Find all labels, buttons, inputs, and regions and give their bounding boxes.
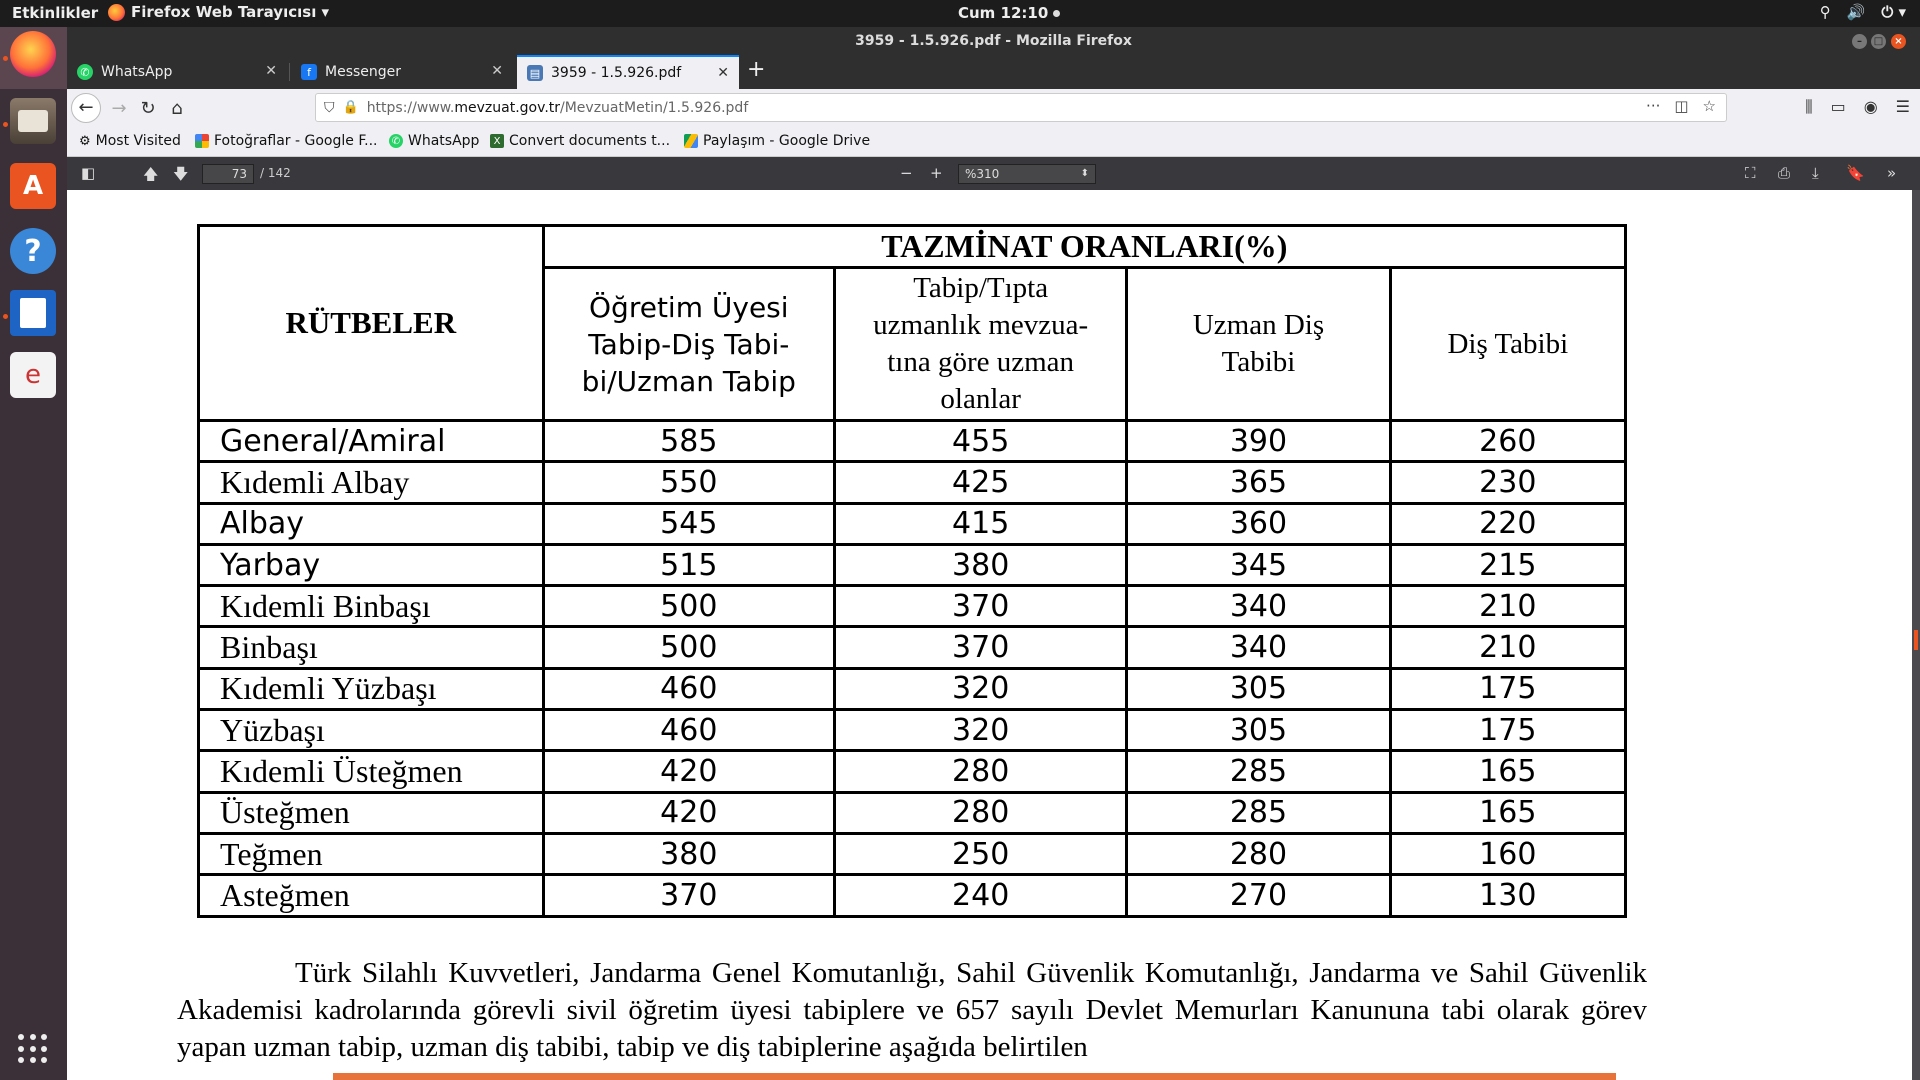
bookmark-star-icon[interactable]: ☆: [1702, 97, 1716, 115]
rate-cell: 270: [1127, 875, 1390, 916]
power-icon: ⏻ ▾: [1881, 3, 1906, 21]
window-titlebar: [67, 27, 1920, 55]
maximize-icon[interactable]: □: [1871, 34, 1886, 49]
print-icon[interactable]: ⎙: [1778, 164, 1791, 182]
minimize-icon[interactable]: –: [1852, 34, 1867, 49]
rate-cell: 175: [1390, 710, 1625, 751]
rate-cell: 500: [543, 627, 834, 668]
zoom-select[interactable]: [958, 164, 1096, 184]
tab-bar: [67, 55, 1920, 89]
rate-cell: 515: [543, 544, 834, 585]
rate-cell: 175: [1390, 668, 1625, 709]
dock-writer-icon[interactable]: [10, 290, 56, 336]
back-icon[interactable]: ←: [71, 93, 101, 123]
bookmarks-toolbar: [67, 127, 1920, 157]
pdf-viewer[interactable]: [67, 190, 1920, 1080]
bookmark-label: Most Visited: [95, 133, 181, 149]
rate-cell: 365: [1127, 462, 1390, 503]
sidebar-icon[interactable]: ▭: [1830, 97, 1846, 116]
header-line: uzmanlık mevzua-: [873, 309, 1089, 341]
rate-cell: 230: [1390, 462, 1625, 503]
rate-cell: 370: [543, 875, 834, 916]
url-domain: mevzuat.gov.tr: [454, 99, 561, 116]
close-window-icon[interactable]: ×: [1891, 34, 1906, 49]
header-line: Diş Tabibi: [1447, 327, 1569, 360]
pdf-page: [67, 190, 1912, 1080]
menu-icon[interactable]: ☰: [1895, 97, 1910, 116]
header-line: Tabip/Tıpta: [913, 272, 1049, 304]
tab-pdf-active[interactable]: [517, 55, 739, 89]
rates-group-header: TAZMİNAT ORANLARI(%): [543, 226, 1625, 268]
rank-cell: Kıdemli Binbaşı: [199, 586, 544, 627]
tracking-shield-icon[interactable]: ⛉: [324, 99, 335, 116]
running-indicator-icon: [3, 56, 8, 61]
header-line: olanlar: [940, 383, 1021, 415]
lock-icon[interactable]: 🔒: [342, 100, 359, 115]
running-indicator-icon: [3, 314, 8, 319]
bookmark-label: Paylaşım - Google Drive: [703, 133, 871, 149]
chevron-down-icon: ⬍: [1080, 168, 1089, 179]
rank-cell: Asteğmen: [199, 875, 544, 916]
col-header-physician: [834, 268, 1126, 421]
close-tab-icon[interactable]: ✕: [265, 63, 277, 79]
table-row: [199, 421, 1626, 462]
zoom-out-icon[interactable]: −: [900, 164, 913, 182]
running-indicator-icon: [3, 122, 8, 127]
rate-cell: 460: [543, 668, 834, 709]
rate-cell: 280: [834, 751, 1126, 792]
rate-cell: 165: [1390, 792, 1625, 833]
tab-label: 3959 - 1.5.926.pdf: [551, 65, 682, 81]
facebook-icon: f: [301, 64, 317, 80]
navigation-toolbar: [67, 89, 1920, 127]
rate-cell: 160: [1390, 833, 1625, 874]
rank-cell: General/Amiral: [199, 421, 544, 462]
table-row: [199, 668, 1626, 709]
rate-cell: 420: [543, 751, 834, 792]
pdf-icon: ▤: [527, 65, 543, 81]
rank-cell: Albay: [199, 503, 544, 544]
rate-cell: 215: [1390, 544, 1625, 585]
close-tab-icon[interactable]: ✕: [717, 65, 729, 81]
header-line: Tabibi: [1221, 346, 1296, 378]
rate-cell: 305: [1127, 668, 1390, 709]
dock-help-icon[interactable]: ?: [10, 228, 56, 274]
rank-cell: Yüzbaşı: [199, 710, 544, 751]
col-header-specialist-dentist: [1127, 268, 1390, 421]
table-row: [199, 503, 1626, 544]
firefox-icon: [108, 4, 125, 21]
bookmark-google-drive[interactable]: [684, 133, 870, 149]
col-header-dentist: [1390, 268, 1625, 421]
bookmark-google-photos[interactable]: [195, 133, 377, 149]
rate-cell: 260: [1390, 421, 1625, 462]
app-menu[interactable]: [108, 3, 329, 21]
rate-cell: 130: [1390, 875, 1625, 916]
gear-icon: ⚙: [79, 133, 91, 149]
rank-cell: Binbaşı: [199, 627, 544, 668]
rate-cell: 360: [1127, 503, 1390, 544]
show-applications-icon[interactable]: [18, 1034, 48, 1064]
previous-page-icon[interactable]: 🡅: [143, 165, 159, 183]
bookmark-label: Fotoğraflar - Google F...: [214, 133, 378, 149]
forward-icon[interactable]: →: [111, 98, 127, 119]
rate-cell: 425: [834, 462, 1126, 503]
rate-cell: 210: [1390, 586, 1625, 627]
table-row: [199, 792, 1626, 833]
volume-icon: 🔊: [1846, 3, 1866, 21]
page-number-input[interactable]: 73: [202, 164, 254, 184]
zoom-value: %310: [965, 167, 1000, 181]
rate-cell: 220: [1390, 503, 1625, 544]
table-row: [199, 751, 1626, 792]
bookmark-whatsapp[interactable]: [389, 133, 479, 149]
rate-cell: 165: [1390, 751, 1625, 792]
rank-cell: Kıdemli Yüzbaşı: [199, 668, 544, 709]
tab-label: Messenger: [325, 64, 402, 80]
body-paragraph: [177, 955, 1647, 1066]
whatsapp-icon: ✆: [389, 134, 403, 148]
rate-cell: 345: [1127, 544, 1390, 585]
activities-button[interactable]: Etkinlikler: [12, 4, 99, 22]
presentation-mode-icon[interactable]: ⛶: [1745, 164, 1756, 182]
horizontal-scroll-indicator: [333, 1073, 1616, 1080]
rate-cell: 460: [543, 710, 834, 751]
tab-separator: [289, 63, 290, 81]
header-line: Öğretim Üyesi: [589, 290, 789, 324]
table-row: [199, 544, 1626, 585]
home-icon[interactable]: ⌂: [171, 98, 183, 119]
url-prefix: https://www.: [366, 99, 455, 116]
header-line: Uzman Diş: [1192, 309, 1325, 341]
new-tab-icon[interactable]: +: [747, 57, 766, 82]
pocket-icon[interactable]: ◫: [1674, 97, 1689, 115]
table-row: [199, 875, 1626, 916]
library-icon[interactable]: ⫼: [1805, 97, 1813, 116]
rate-cell: 250: [834, 833, 1126, 874]
rate-cell: 370: [834, 586, 1126, 627]
table-row: [199, 627, 1626, 668]
bookmark-label: WhatsApp: [408, 133, 480, 149]
url-bar[interactable]: [315, 93, 1727, 122]
rate-cell: 240: [834, 875, 1126, 916]
dock-firefox-icon[interactable]: [10, 31, 56, 77]
network-icon: ⚲: [1819, 3, 1831, 21]
rank-cell: Kıdemli Üsteğmen: [199, 751, 544, 792]
table-row: [199, 462, 1626, 503]
rate-cell: 285: [1127, 792, 1390, 833]
dock-document-viewer-icon[interactable]: e: [10, 352, 56, 398]
rank-cell: Kıdemli Albay: [199, 462, 544, 503]
rate-cell: 585: [543, 421, 834, 462]
clock-label: Cum 12:10: [958, 4, 1049, 22]
rate-cell: 280: [1127, 833, 1390, 874]
rate-cell: 320: [834, 668, 1126, 709]
rate-cell: 550: [543, 462, 834, 503]
header-line: bi/Uzman Tabip: [581, 364, 796, 398]
bookmark-convert-documents[interactable]: [490, 133, 670, 149]
system-tray[interactable]: [1820, 3, 1906, 21]
url-path: /MevzuatMetin/1.5.926.pdf: [560, 99, 749, 116]
dock-software-icon[interactable]: A: [10, 163, 56, 209]
table-row: [199, 710, 1626, 751]
bookmark-view-icon[interactable]: 🔖: [1846, 164, 1865, 182]
download-icon[interactable]: ⤓: [1812, 164, 1819, 182]
convert-icon: X: [490, 134, 504, 148]
google-drive-icon: [684, 134, 698, 148]
col-header-faculty: [543, 268, 834, 421]
pdf-toolbar: [67, 157, 1920, 190]
rate-cell: 340: [1127, 586, 1390, 627]
tab-whatsapp[interactable]: [67, 55, 287, 89]
rate-cell: 380: [834, 544, 1126, 585]
bookmark-label: Convert documents t...: [509, 133, 671, 149]
rate-cell: 500: [543, 586, 834, 627]
notification-dot-icon: [1053, 10, 1060, 17]
scrollbar-thumb[interactable]: [1914, 630, 1918, 650]
rate-cell: 420: [543, 792, 834, 833]
table-row: [199, 586, 1626, 627]
google-photos-icon: [195, 134, 209, 148]
whatsapp-icon: ✆: [77, 64, 93, 80]
rate-cell: 380: [543, 833, 834, 874]
bookmark-most-visited[interactable]: [79, 133, 181, 149]
tab-messenger[interactable]: [291, 55, 513, 89]
tools-icon[interactable]: »: [1887, 164, 1897, 182]
next-page-icon[interactable]: 🡇: [173, 165, 189, 183]
rank-cell: Yarbay: [199, 544, 544, 585]
zoom-in-icon[interactable]: +: [930, 164, 943, 182]
rate-cell: 340: [1127, 627, 1390, 668]
rate-cell: 545: [543, 503, 834, 544]
sidebar-toggle-icon[interactable]: ◧: [81, 164, 96, 182]
dock-files-icon[interactable]: [10, 98, 56, 144]
window-title: 3959 - 1.5.926.pdf - Mozilla Firefox: [855, 33, 1132, 49]
rate-cell: 320: [834, 710, 1126, 751]
page-actions-icon[interactable]: ···: [1646, 97, 1661, 115]
table-body: [199, 421, 1626, 917]
rate-cell: 455: [834, 421, 1126, 462]
rate-cell: 305: [1127, 710, 1390, 751]
clock[interactable]: [958, 4, 1060, 22]
header-line: tına göre uzman: [887, 346, 1075, 378]
header-line: Tabip-Diş Tabi-: [588, 327, 790, 361]
close-tab-icon[interactable]: ✕: [491, 63, 503, 79]
rate-cell: 390: [1127, 421, 1390, 462]
rate-cell: 210: [1390, 627, 1625, 668]
paragraph-text: Türk Silahlı Kuvvetleri, Jandarma Genel Komutanlığı, Sahil Güvenlik Komutanlığı, Jandarma ve Sahil Güvenlik Akademisi kadrolarında görevli sivil öğretim üyesi tabiplere ve 657 sayılı Devlet Memurları Kanununa tabi olarak görev yapan uzman tabip, uzman diş tabibi, tabip ve diş tabiplerine aşağıda belirtilen: [177, 957, 1647, 1063]
rate-cell: 370: [834, 627, 1126, 668]
rate-cell: 415: [834, 503, 1126, 544]
rank-cell: Teğmen: [199, 833, 544, 874]
table-row: [199, 833, 1626, 874]
rank-header: RÜTBELER: [199, 226, 544, 421]
rate-cell: 280: [834, 792, 1126, 833]
compensation-rates-table: [197, 224, 1627, 918]
app-menu-label: Firefox Web Tarayıcısı ▾: [131, 3, 330, 21]
reload-icon[interactable]: ↻: [140, 98, 156, 119]
system-top-bar: [0, 0, 1920, 27]
account-icon[interactable]: ◉: [1863, 97, 1878, 116]
rank-cell: Üsteğmen: [199, 792, 544, 833]
rate-cell: 285: [1127, 751, 1390, 792]
tab-label: WhatsApp: [101, 64, 173, 80]
page-total: / 142: [260, 166, 291, 180]
